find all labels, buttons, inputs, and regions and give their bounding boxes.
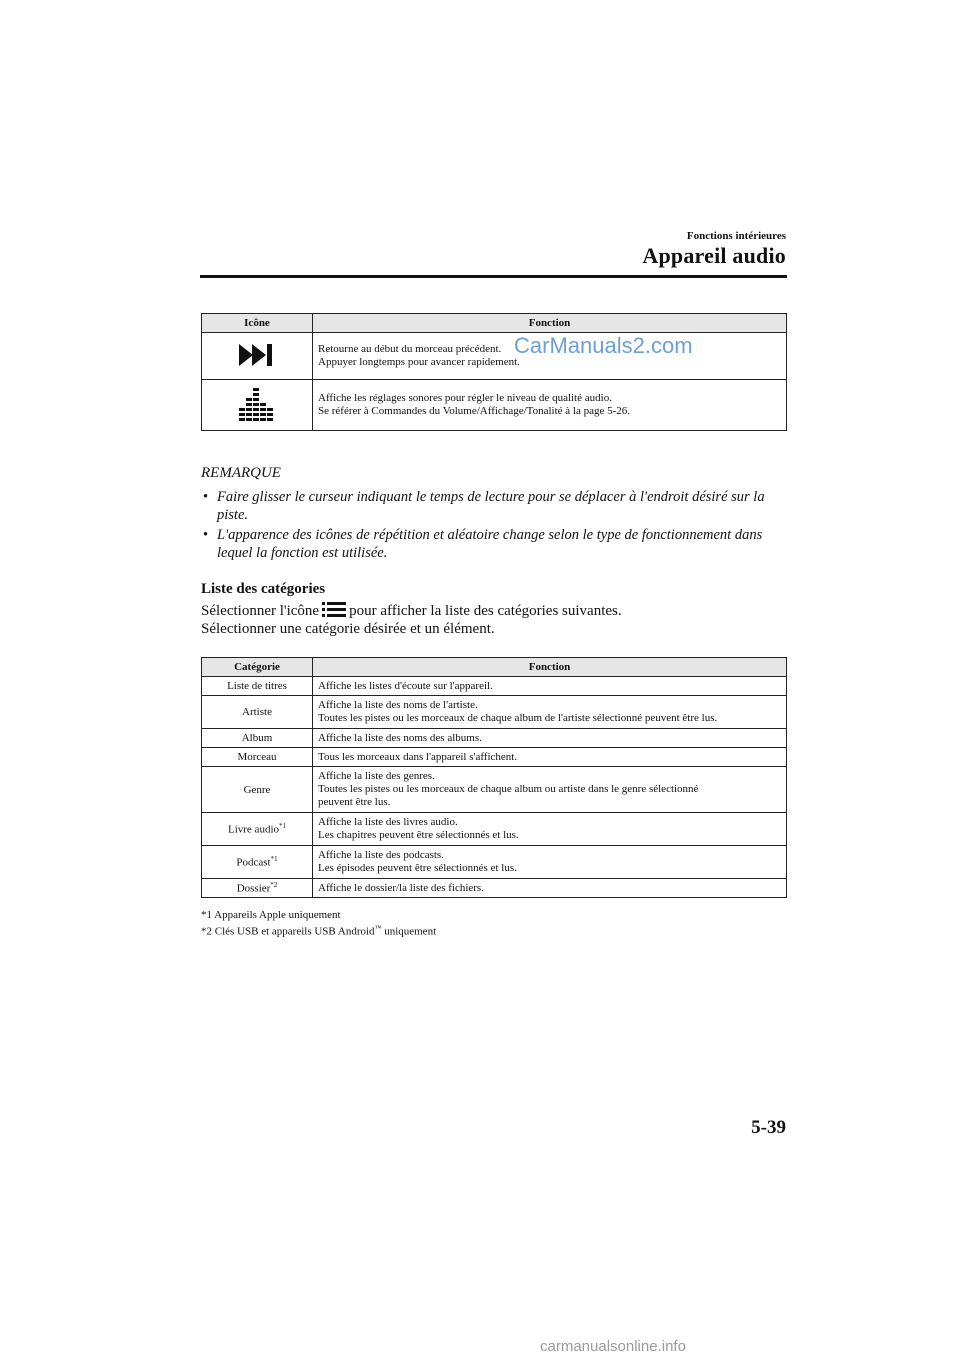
column-header-function: Fonction <box>313 658 787 677</box>
body-text-part: Sélectionner l'icône <box>201 603 320 619</box>
table-row <box>202 380 787 431</box>
category-cell <box>202 813 313 846</box>
function-line: Se référer à Commandes du Volume/Affichage/Tonalité à la page 5-26. <box>318 405 631 417</box>
note-item <box>201 526 787 562</box>
category-cell <box>202 677 313 696</box>
header-divider <box>200 275 787 278</box>
trademark-mark: ™ <box>374 924 382 932</box>
function-line: Les épisodes peuvent être sélectionnés et lus. <box>318 862 517 874</box>
next-track-icon <box>237 342 277 368</box>
page-title: Appareil audio <box>642 243 786 268</box>
column-header-icon: Icône <box>202 314 313 333</box>
function-cell <box>313 696 787 729</box>
category-name: Podcast <box>236 856 271 869</box>
section-title: Liste des catégories <box>201 581 326 597</box>
column-header-category: Catégorie <box>202 658 313 677</box>
category-cell <box>202 729 313 748</box>
page-number: 5-39 <box>751 1117 786 1138</box>
function-cell <box>313 380 787 431</box>
category-name: Dossier <box>236 882 271 895</box>
function-line: Retourne au début du morceau précédent. <box>318 343 502 355</box>
function-line: Affiche la liste des noms de l'artiste. <box>318 699 478 711</box>
watermark-logo: CarManuals2.com <box>514 333 693 358</box>
function-cell <box>313 748 787 767</box>
function-line: Tous les morceaux dans l'appareil s'affichent. <box>318 750 518 763</box>
body-line <box>201 602 622 620</box>
table-row <box>202 846 787 879</box>
bullet-icon: • <box>203 489 209 505</box>
icon-cell <box>202 380 313 431</box>
table-header-row <box>202 314 787 333</box>
footnote-text: *2 Clés USB et appareils USB Android <box>201 925 375 938</box>
function-cell <box>313 879 787 898</box>
function-cell <box>313 677 787 696</box>
function-cell <box>313 846 787 879</box>
function-line: Affiche la liste des noms des albums. <box>318 731 482 744</box>
note-item <box>201 488 787 524</box>
icon-cell <box>202 333 313 380</box>
equalizer-icon <box>238 387 276 421</box>
category-cell <box>202 767 313 813</box>
list-icon <box>322 602 346 617</box>
function-line: Appuyer longtemps pour avancer rapidement. <box>318 356 520 368</box>
category-cell <box>202 748 313 767</box>
function-cell <box>313 813 787 846</box>
table-header-row <box>202 658 787 677</box>
table-row <box>202 813 787 846</box>
category-name: Morceau <box>237 751 277 763</box>
function-line: Affiche la liste des genres. <box>318 770 435 782</box>
footnote-marker: *1 <box>270 855 278 864</box>
footnote: *1 Appareils Apple uniquement <box>201 909 341 921</box>
column-header-function: Fonction <box>313 314 787 333</box>
category-name: Livre audio <box>227 823 279 836</box>
body-line: Sélectionner une catégorie désirée et un élément. <box>201 621 495 637</box>
footnote-text: uniquement <box>381 925 437 938</box>
note-text: Faire glisser le curseur indiquant le temps de lecture pour se déplacer à l'endroit désiré sur la piste. <box>217 489 765 523</box>
function-cell <box>313 729 787 748</box>
table-row <box>202 748 787 767</box>
function-line: Toutes les pistes ou les morceaux de chaque album ou artiste dans le genre sélectionné <box>318 783 699 795</box>
body-text-part: pour afficher la liste des catégories suivantes. <box>349 603 622 619</box>
function-line: Les chapitres peuvent être sélectionnés et lus. <box>318 829 519 841</box>
note-list <box>201 488 787 564</box>
table-row <box>202 729 787 748</box>
footnote-marker: *1 <box>279 822 286 831</box>
category-table <box>201 657 787 898</box>
category-name: Album <box>241 732 273 744</box>
category-name: Genre <box>243 783 271 796</box>
category-cell <box>202 846 313 879</box>
category-cell <box>202 696 313 729</box>
category-cell <box>202 879 313 898</box>
note-text: L'apparence des icônes de répétition et aléatoire change selon le type de fonctionnement dans lequel la fonction est utilisée. <box>217 527 763 561</box>
table-row <box>202 333 787 380</box>
function-line: Affiche la liste des livres audio. <box>318 816 458 828</box>
bullet-icon: • <box>203 527 209 543</box>
icon-function-table <box>201 313 787 431</box>
function-cell <box>313 767 787 813</box>
function-line: Affiche la liste des podcasts. <box>318 849 444 861</box>
function-line: peuvent être lus. <box>318 796 391 808</box>
watermark-footer: carmanualsonline.info <box>540 1338 686 1355</box>
function-line: Toutes les pistes ou les morceaux de chaque album de l'artiste sélectionné peuvent être lus. <box>318 712 718 724</box>
table-row <box>202 767 787 813</box>
footnotes <box>201 909 436 939</box>
section-body <box>201 602 622 638</box>
footnote-marker: *2 <box>270 881 278 890</box>
table-row <box>202 696 787 729</box>
table-row <box>202 879 787 898</box>
function-line: Affiche les réglages sonores pour régler le niveau de qualité audio. <box>318 392 612 404</box>
function-line: Affiche les listes d'écoute sur l'appareil. <box>318 679 493 692</box>
category-name: Liste de titres <box>227 680 287 692</box>
category-name: Artiste <box>242 706 272 718</box>
function-line: Affiche le dossier/la liste des fichiers. <box>318 881 484 894</box>
section-heading: Fonctions intérieures <box>686 230 786 242</box>
table-row <box>202 677 787 696</box>
note-title: REMARQUE <box>201 465 281 481</box>
footnote <box>201 922 436 939</box>
